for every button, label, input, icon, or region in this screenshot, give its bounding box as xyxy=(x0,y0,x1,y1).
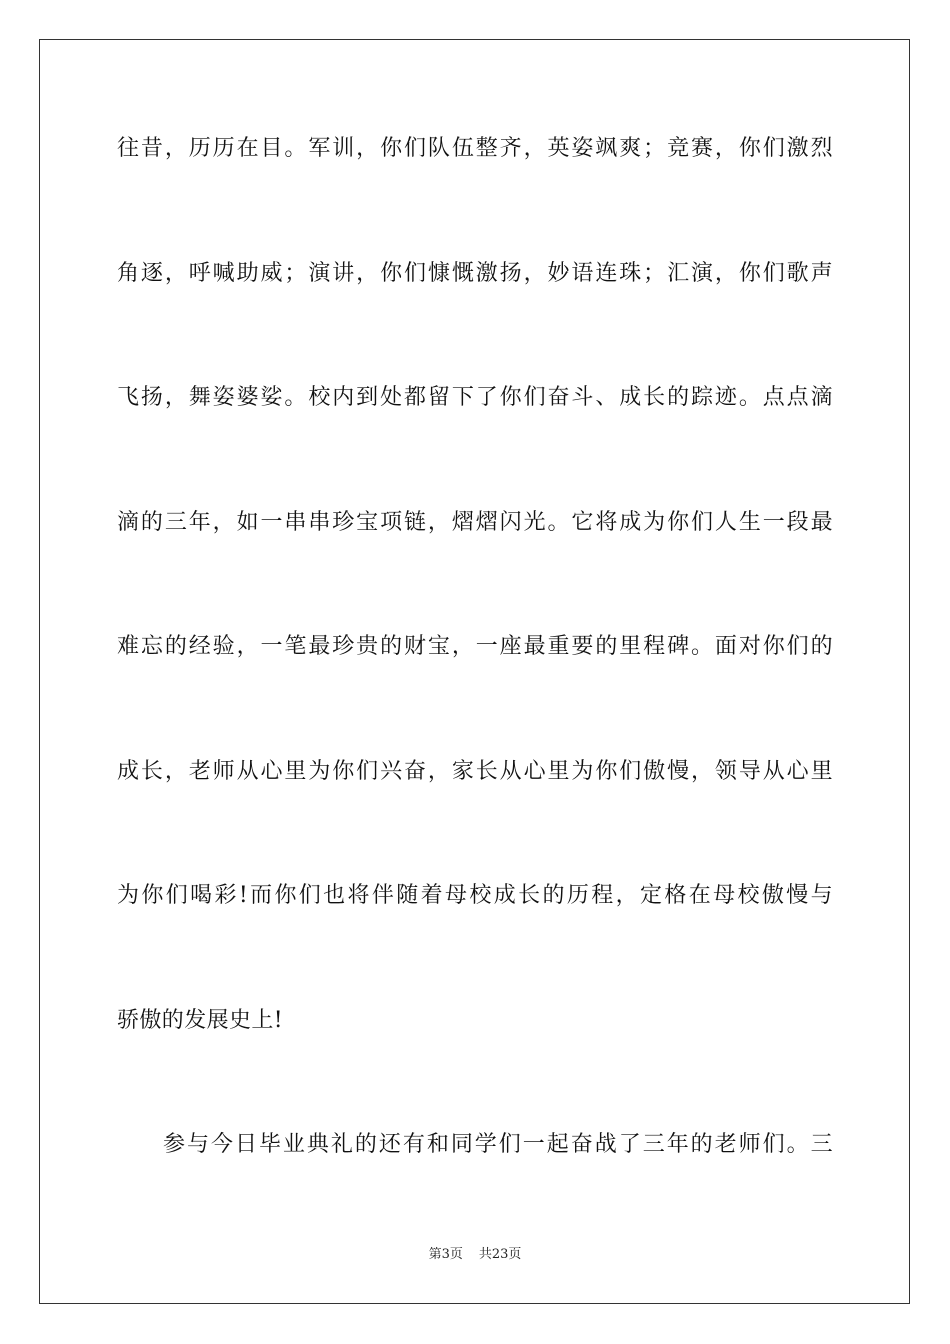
page-number: 第3页 xyxy=(428,1247,463,1262)
paragraph-line: 难忘的经验，一笔最珍贵的财宝，一座最重要的里程碑。面对你们的 xyxy=(117,634,833,659)
page-total: 共23页 xyxy=(478,1247,522,1262)
paragraph-line: 成长，老师从心里为你们兴奋，家长从心里为你们傲慢，领导从心里 xyxy=(117,759,833,784)
paragraph-line: 角逐，呼喊助威；演讲，你们慷慨激扬，妙语连珠；汇演，你们歌声 xyxy=(117,261,833,286)
page-frame xyxy=(39,39,910,1304)
paragraph-line: 飞扬，舞姿婆娑。校内到处都留下了你们奋斗、成长的踪迹。点点滴 xyxy=(117,385,833,410)
paragraph-line: 为你们喝彩!而你们也将伴随着母校成长的历程，定格在母校傲慢与 xyxy=(117,883,833,908)
page-footer xyxy=(0,1246,950,1264)
paragraph-line: 骄傲的发展史上! xyxy=(117,1008,284,1033)
paragraph-line: 往昔，历历在目。军训，你们队伍整齐，英姿飒爽；竞赛，你们激烈 xyxy=(117,136,833,161)
paragraph-line: 滴的三年，如一串串珍宝项链，熠熠闪光。它将成为你们人生一段最 xyxy=(117,510,833,535)
paragraph-line: 参与今日毕业典礼的还有和同学们一起奋战了三年的老师们。三 xyxy=(163,1132,833,1157)
